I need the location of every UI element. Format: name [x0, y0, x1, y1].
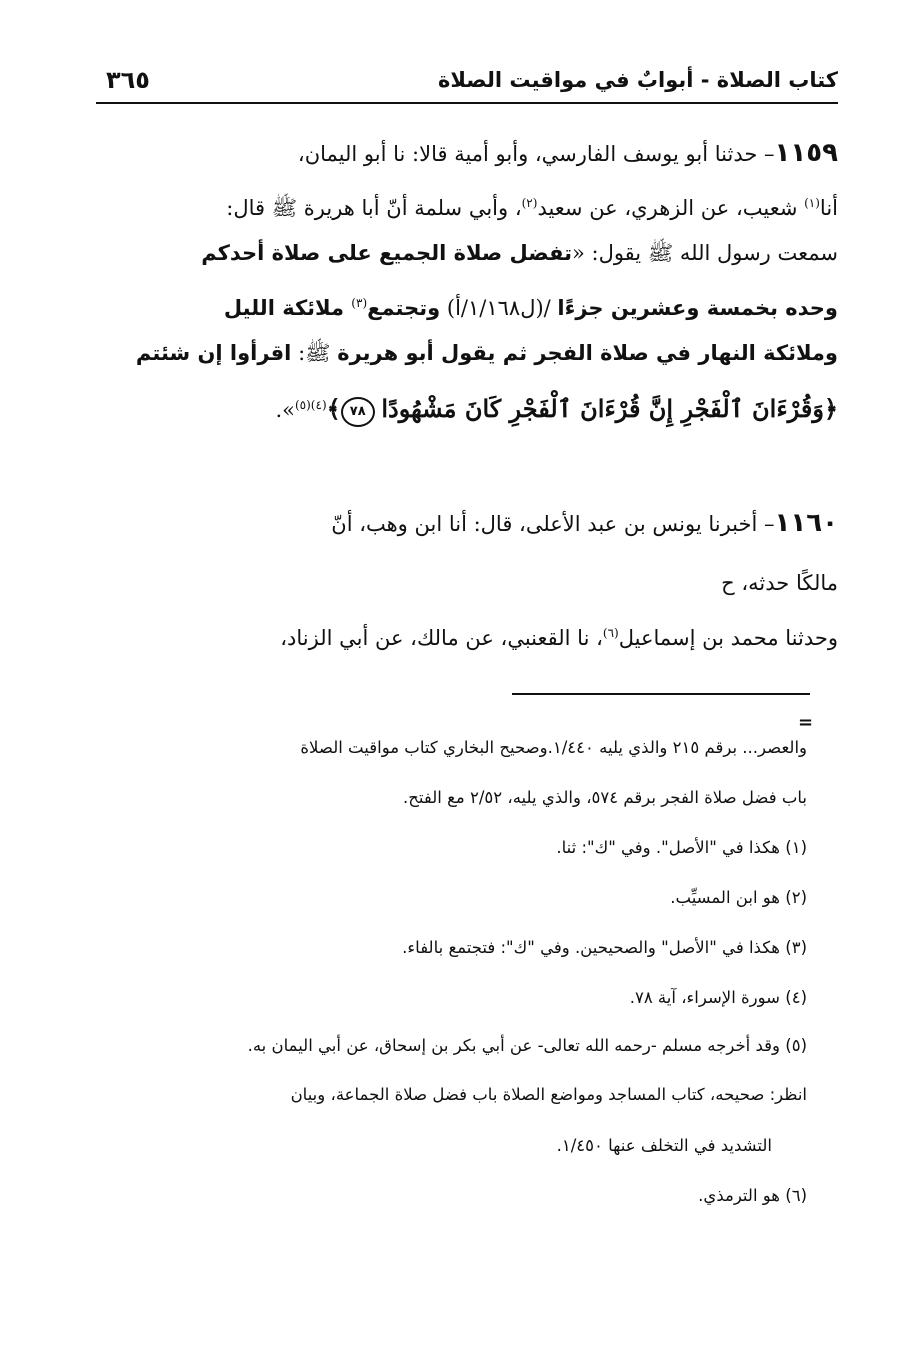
footnote-5-line-2: انظر: صحيحه، كتاب المساجد ومواضع الصلاة باب فضل صلاة الجماعة، وبيان [290, 1085, 807, 1104]
hadith-number: ١١٥٩ [774, 138, 838, 168]
text-run: ﷺ: [291, 341, 338, 365]
prophetic-text: تفضل صلاة الجميع على صلاة أحدكم [201, 241, 572, 265]
quran-verse: ﴿وَقُرْءَانَ ٱلْفَجْرِ إِنَّ قُرْءَانَ ٱلْفَجْرِ كَانَ مَشْهُودًا [381, 394, 838, 423]
footnote-continued-line-2: باب فضل صلاة الفجر برقم ٥٧٤، والذي يليه، ٢/٥٢ مع الفتح. [403, 788, 807, 807]
footnote-6: (٦) هو الترمذي. [698, 1186, 807, 1205]
footnote-2: (٢) هو ابن المسيِّب. [670, 888, 807, 907]
text-run: ، وأبي سلمة أنّ أبا هريرة ﷺ قال: [226, 196, 522, 220]
text-run: شعيب، عن الزهري، عن سعيد [537, 196, 805, 220]
continuation-mark: = [798, 712, 814, 733]
text-run: ». [275, 398, 295, 422]
footnote-ref: (٣) [351, 296, 368, 310]
prophetic-text: وتجتمع [367, 296, 441, 320]
hadith-1159-line-4 [224, 278, 838, 333]
footnote-continued-line-1: والعصر... برقم ٢١٥ والذي يليه ١/٤٤٠.وصحيح البخاري كتاب مواقيت الصلاة [300, 738, 807, 757]
quran-verse-line [275, 380, 838, 435]
prophetic-text: ملائكة الليل [223, 296, 352, 320]
hadith-1159-line-2 [226, 178, 838, 233]
text-run: – حدثنا أبو يوسف الفارسي، وأبو أمية قالا: نا أبو اليمان، [297, 142, 775, 166]
footnote-1: (١) هكذا في "الأصل". وفي "ك": ثنا. [556, 838, 807, 857]
hadith-1159-line-3 [201, 228, 838, 278]
text-run: سمعت رسول الله ﷺ يقول: « [571, 241, 838, 265]
hadith-number: ١١٦٠ [774, 508, 838, 538]
hadith-1159-line-5 [136, 328, 838, 378]
footnote-ref: (٤)(٥) [294, 398, 327, 412]
page-number: ٣٦٥ [106, 66, 150, 94]
hadith-1160-line-3 [280, 608, 838, 663]
prophetic-text: اقرأوا إن شئتم [135, 341, 292, 365]
hadith-1160-line-2 [721, 558, 838, 608]
footnote-separator [512, 693, 810, 695]
footnote-5-line-1: (٥) وقد أخرجه مسلم -رحمه الله تعالى- عن أبي بكر بن إسحاق، عن أبي اليمان به. [247, 1036, 807, 1055]
text-run: أنا [819, 196, 838, 220]
footnote-5-line-3: التشديد في التخلف عنها ١/٤٥٠. [556, 1136, 772, 1155]
footnote-4: (٤) سورة الإسراء، آية ٧٨. [629, 988, 807, 1007]
prophetic-text: وملائكة النهار في صلاة الفجر ثم يقول أبو هريرة [337, 341, 838, 365]
prophetic-text: وحده بخمسة وعشرين جزءًا [557, 296, 838, 320]
text-run: ، نا القعنبي، عن مالك، عن أبي الزناد، [280, 626, 603, 650]
page-header [96, 66, 838, 104]
footnote-ref: (٢) [521, 196, 538, 210]
quran-bracket: ﴾ [326, 394, 341, 423]
footnote-ref: (١) [804, 196, 820, 210]
hadith-1160-line-1 [331, 498, 838, 549]
hadith-1159-line-1 [298, 128, 838, 179]
footnote-3: (٣) هكذا في "الأصل" والصحيحين. وفي "ك": فتجتمع بالفاء. [402, 938, 807, 957]
manuscript-ref: /(ل١/١٦٨/أ) [440, 296, 558, 320]
text-run: وحدثنا محمد بن إسماعيل [618, 626, 838, 650]
text-run: مالكًا حدثه، ح [721, 571, 838, 595]
running-title: كتاب الصلاة - أبوابٌ في مواقيت الصلاة [437, 68, 838, 92]
ayah-number-marker: ٧٨ [341, 397, 375, 427]
text-run: – أخبرنا يونس بن عبد الأعلى، قال: أنا ابن وهب، أنّ [331, 512, 775, 536]
footnote-ref: (٦) [602, 626, 619, 640]
